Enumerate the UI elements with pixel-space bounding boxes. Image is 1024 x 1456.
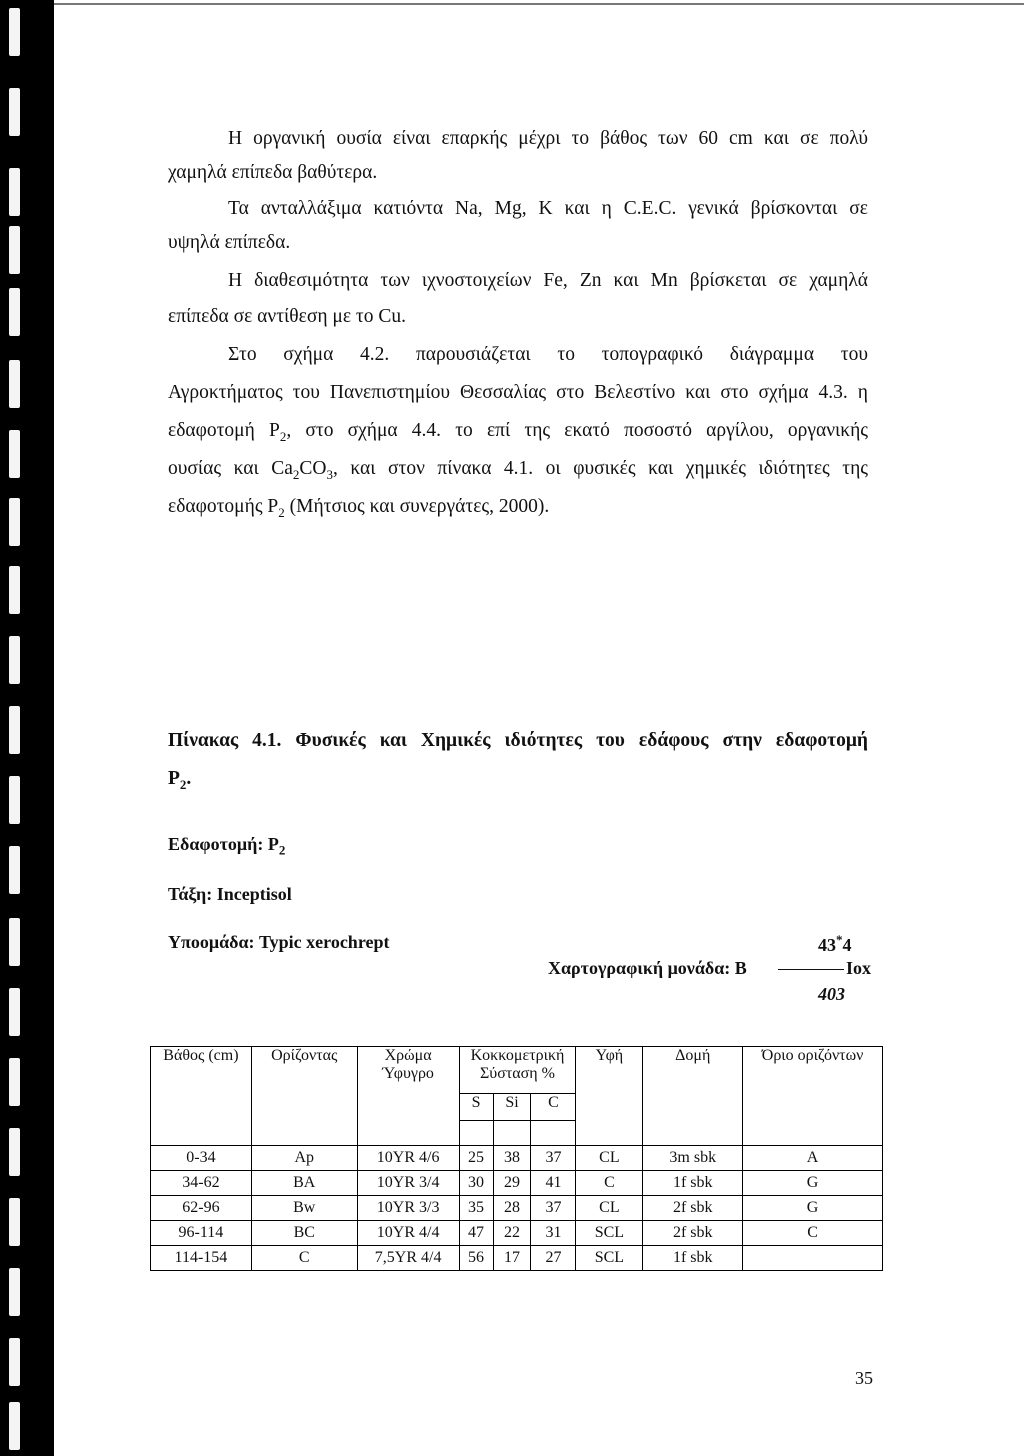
soil-properties-table — [150, 1046, 883, 1271]
strip-perforation — [9, 8, 20, 56]
subscript: 2 — [292, 466, 300, 482]
cell-clay: 31 — [531, 1221, 576, 1246]
cell-horizon: Ap — [251, 1146, 357, 1171]
cell-depth: 96-114 — [151, 1221, 252, 1246]
soil-subgroup-label: Υποομάδα: Typic xerochrept — [168, 932, 390, 952]
strip-perforation — [9, 1338, 20, 1386]
text-run: . — [186, 768, 192, 789]
top-rule — [24, 3, 1024, 5]
strip-perforation — [9, 1198, 20, 1246]
cell-structure: 2f sbk — [643, 1196, 743, 1221]
paragraph-line: Στο σχήμα 4.2. παρουσιάζεται το τοπογραφικό διάγραμμα του — [228, 344, 868, 365]
strip-perforation — [9, 846, 20, 894]
cell-texture-class: CL — [576, 1146, 643, 1171]
strip-perforation — [9, 360, 20, 408]
strip-perforation — [9, 1268, 20, 1316]
text-run: 43 — [818, 935, 836, 955]
cell-boundary: G — [743, 1196, 883, 1221]
header-depth: Βάθος (cm) — [151, 1047, 252, 1121]
cell-clay: 37 — [531, 1146, 576, 1171]
cell-clay: 41 — [531, 1171, 576, 1196]
table-row — [151, 1221, 883, 1246]
text-run: Εδαφοτομή: P — [168, 834, 279, 854]
table-caption-cont — [168, 768, 868, 793]
cell-horizon: C — [251, 1246, 357, 1271]
strip-perforation — [9, 88, 20, 136]
cell-color: 10YR 4/6 — [357, 1146, 459, 1171]
paragraph-line: υψηλά επίπεδα. — [168, 232, 291, 253]
strip-perforation — [9, 1128, 20, 1176]
text-run: εδαφοτομή P — [168, 420, 280, 441]
cell-structure: 1f sbk — [643, 1171, 743, 1196]
paragraph-line: Αγροκτήματος του Πανεπιστημίου Θεσσαλίας στο Βελεστίνο και στο σχήμα 4.3. η — [168, 382, 868, 403]
subscript: 2 — [278, 842, 286, 858]
cell-color: 10YR 3/3 — [357, 1196, 459, 1221]
cell-boundary: C — [743, 1221, 883, 1246]
cell-depth: 62-96 — [151, 1196, 252, 1221]
strip-perforation — [9, 430, 20, 478]
header-boundary: Όριο οριζόντων — [743, 1047, 883, 1121]
paragraph-line — [168, 496, 868, 521]
strip-perforation — [9, 776, 20, 824]
cell-sand: 35 — [459, 1196, 493, 1221]
table-row — [151, 1246, 883, 1271]
strip-perforation — [9, 1058, 20, 1106]
cell-sand: 56 — [459, 1246, 493, 1271]
table-caption: Πίνακας 4.1. Φυσικές και Χημικές ιδιότητες του εδάφους στην εδαφοτομή — [168, 730, 868, 751]
cell-color: 10YR 4/4 — [357, 1221, 459, 1246]
paragraph-line — [168, 420, 868, 445]
text-run: ουσίας και Ca — [168, 458, 293, 479]
map-unit-right: Iox — [846, 958, 872, 978]
cell-depth: 34-62 — [151, 1171, 252, 1196]
cell-depth: 0-34 — [151, 1146, 252, 1171]
cell-sand: 30 — [459, 1171, 493, 1196]
cell-texture-class: SCL — [576, 1246, 643, 1271]
map-unit-label: Χαρτογραφική μονάδα: B — [548, 958, 747, 978]
map-code-top — [818, 932, 878, 956]
cell-color: 7,5YR 4/4 — [357, 1246, 459, 1271]
strip-perforation — [9, 918, 20, 966]
text-run: , στο σχήμα 4.4. το επί της εκατό ποσοστό αργίλου, οργανικής — [286, 420, 868, 441]
soil-order-label: Τάξη: Inceptisol — [168, 884, 292, 904]
paragraph-line: επίπεδα σε αντίθεση με το Cu. — [168, 306, 407, 327]
cell-silt: 38 — [493, 1146, 531, 1171]
cell-clay: 27 — [531, 1246, 576, 1271]
cell-sand: 47 — [459, 1221, 493, 1246]
table-row — [151, 1171, 883, 1196]
cell-clay: 37 — [531, 1196, 576, 1221]
paragraph-line: χαμηλά επίπεδα βαθύτερα. — [168, 162, 378, 183]
text-run: , και στον πίνακα 4.1. οι φυσικές και χημικές ιδιότητες της — [333, 458, 868, 479]
paragraph-line: Τα ανταλλάξιμα κατιόντα Na, Mg, K και η C.E.C. γενικά βρίσκονται σε — [228, 198, 868, 219]
cell-structure: 1f sbk — [643, 1246, 743, 1271]
strip-perforation — [9, 988, 20, 1036]
strip-perforation — [9, 498, 20, 546]
map-unit-bottom: 403 — [818, 984, 845, 1004]
strip-perforation — [9, 226, 20, 274]
cell-structure: 3m sbk — [643, 1146, 743, 1171]
header-horizon: Ορίζοντας — [251, 1047, 357, 1121]
subscript: 3 — [326, 466, 333, 482]
subscript: 2 — [179, 776, 187, 792]
cell-silt: 29 — [493, 1171, 531, 1196]
strip-perforation — [9, 636, 20, 684]
page-number: 35 — [855, 1368, 873, 1388]
strip-perforation — [9, 706, 20, 754]
strip-perforation — [9, 566, 20, 614]
cell-depth: 114-154 — [151, 1246, 252, 1271]
cell-texture-class: C — [576, 1171, 643, 1196]
cell-texture-class: SCL — [576, 1221, 643, 1246]
table-row — [151, 1196, 883, 1221]
subscript: 2 — [279, 428, 287, 444]
cell-boundary: A — [743, 1146, 883, 1171]
cell-color: 10YR 3/4 — [357, 1171, 459, 1196]
cell-boundary: G — [743, 1171, 883, 1196]
cell-horizon: BC — [251, 1221, 357, 1246]
header-structure-class: Υφή — [576, 1047, 643, 1121]
text-run: 4 — [842, 935, 852, 955]
superscript: * — [836, 932, 843, 947]
cell-structure: 2f sbk — [643, 1221, 743, 1246]
header-sand: S — [459, 1094, 493, 1121]
cell-silt: 17 — [493, 1246, 531, 1271]
film-strip-border — [0, 0, 54, 1456]
text-run: εδαφοτομής P — [168, 496, 279, 517]
cell-boundary — [743, 1246, 883, 1271]
map-unit-fraction-line — [778, 969, 844, 970]
text-run: (Μήτσιος και συνεργάτες, 2000). — [284, 496, 550, 517]
cell-texture-class: CL — [576, 1196, 643, 1221]
paragraph-line — [168, 458, 868, 483]
header-texture: Κοκκομετρική Σύσταση % — [459, 1047, 576, 1094]
header-color: Χρώμα Ύφυγρο — [357, 1047, 459, 1121]
cell-horizon: Bw — [251, 1196, 357, 1221]
header-structure: Δομή — [643, 1047, 743, 1121]
text-run: CO — [299, 458, 327, 479]
cell-silt: 22 — [493, 1221, 531, 1246]
paragraph-line: Η οργανική ουσία είναι επαρκής μέχρι το βάθος των 60 cm και σε πολύ — [228, 128, 868, 149]
cell-silt: 28 — [493, 1196, 531, 1221]
header-clay: C — [531, 1094, 576, 1121]
paragraph-line: Η διαθεσιμότητα των ιχνοστοιχείων Fe, Zn και Mn βρίσκεται σε χαμηλά — [228, 270, 868, 291]
subscript: 2 — [278, 504, 285, 520]
table-row — [151, 1146, 883, 1171]
soil-profile-label — [168, 834, 868, 859]
strip-perforation — [9, 1402, 20, 1450]
header-silt: Si — [493, 1094, 531, 1121]
strip-perforation — [9, 288, 20, 336]
cell-horizon: BA — [251, 1171, 357, 1196]
cell-sand: 25 — [459, 1146, 493, 1171]
strip-perforation — [9, 168, 20, 216]
text-run: P — [168, 768, 180, 789]
